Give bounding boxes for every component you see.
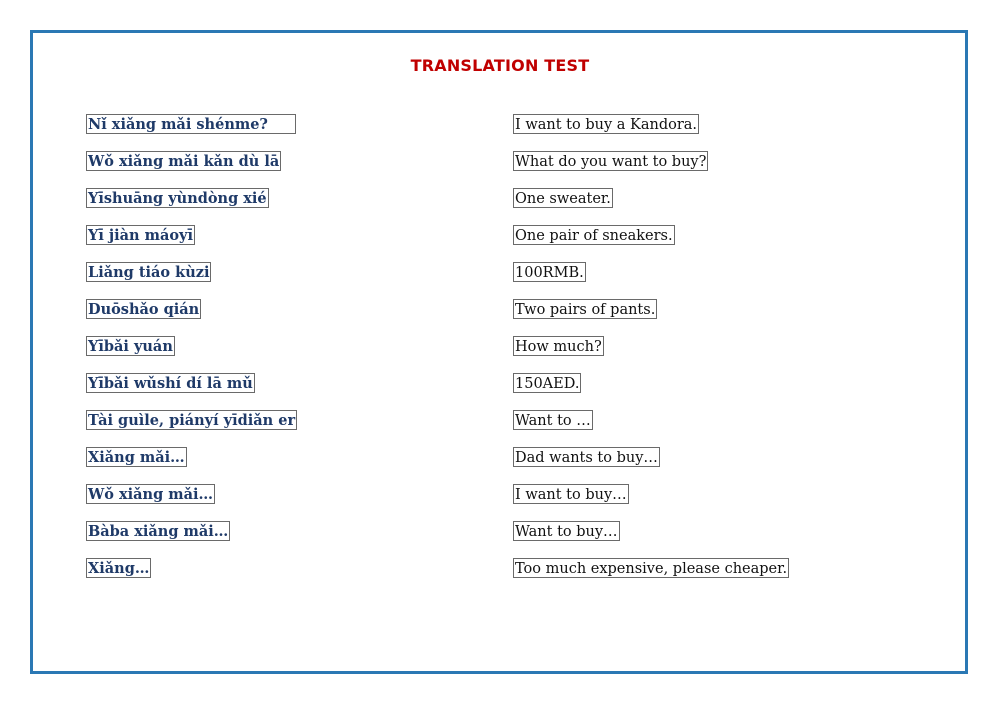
pinyin-item[interactable]: Yībǎi wǔshí dí lā mǔ	[88, 375, 253, 392]
pinyin-item[interactable]: Tài guìle, piányí yīdiǎn er	[88, 412, 296, 429]
pinyin-item[interactable]: Yībǎi yuán	[88, 338, 173, 355]
english-item[interactable]: Dad wants to buy…	[513, 447, 660, 467]
pinyin-item[interactable]: Xiǎng…	[88, 560, 150, 577]
pinyin-item[interactable]: Duōshǎo qián	[88, 301, 200, 318]
pinyin-item[interactable]: Liǎng tiáo kùzi	[88, 264, 210, 281]
english-item[interactable]: How much?	[513, 336, 604, 356]
english-item[interactable]: 100RMB.	[513, 262, 586, 282]
pinyin-item[interactable]: Yīshuāng yùndòng xié	[88, 190, 267, 207]
pinyin-item[interactable]: Wǒ xiǎng mǎi…	[88, 486, 214, 503]
english-item[interactable]: Too much expensive, please cheaper.	[513, 558, 789, 578]
english-item[interactable]: I want to buy…	[513, 484, 629, 504]
english-item[interactable]: One pair of sneakers.	[513, 225, 675, 245]
pinyin-item[interactable]: Yī jiàn máoyī	[88, 227, 193, 244]
english-item[interactable]: Want to buy…	[513, 521, 620, 541]
english-item[interactable]: I want to buy a Kandora.	[513, 114, 699, 134]
pinyin-item[interactable]: Bàba xiǎng mǎi…	[88, 523, 229, 540]
english-item[interactable]: Two pairs of pants.	[513, 299, 657, 319]
pinyin-item[interactable]: Nǐ xiǎng mǎi shénme?	[86, 114, 296, 134]
english-item[interactable]: One sweater.	[513, 188, 613, 208]
english-item[interactable]: Want to …	[513, 410, 593, 430]
pinyin-item[interactable]: Xiǎng mǎi…	[88, 449, 185, 466]
english-item[interactable]: 150AED.	[513, 373, 581, 393]
english-item[interactable]: What do you want to buy?	[513, 151, 708, 171]
page-title: TRANSLATION TEST	[410, 56, 590, 75]
pinyin-item[interactable]: Wǒ xiǎng mǎi kǎn dù lā	[88, 153, 280, 170]
